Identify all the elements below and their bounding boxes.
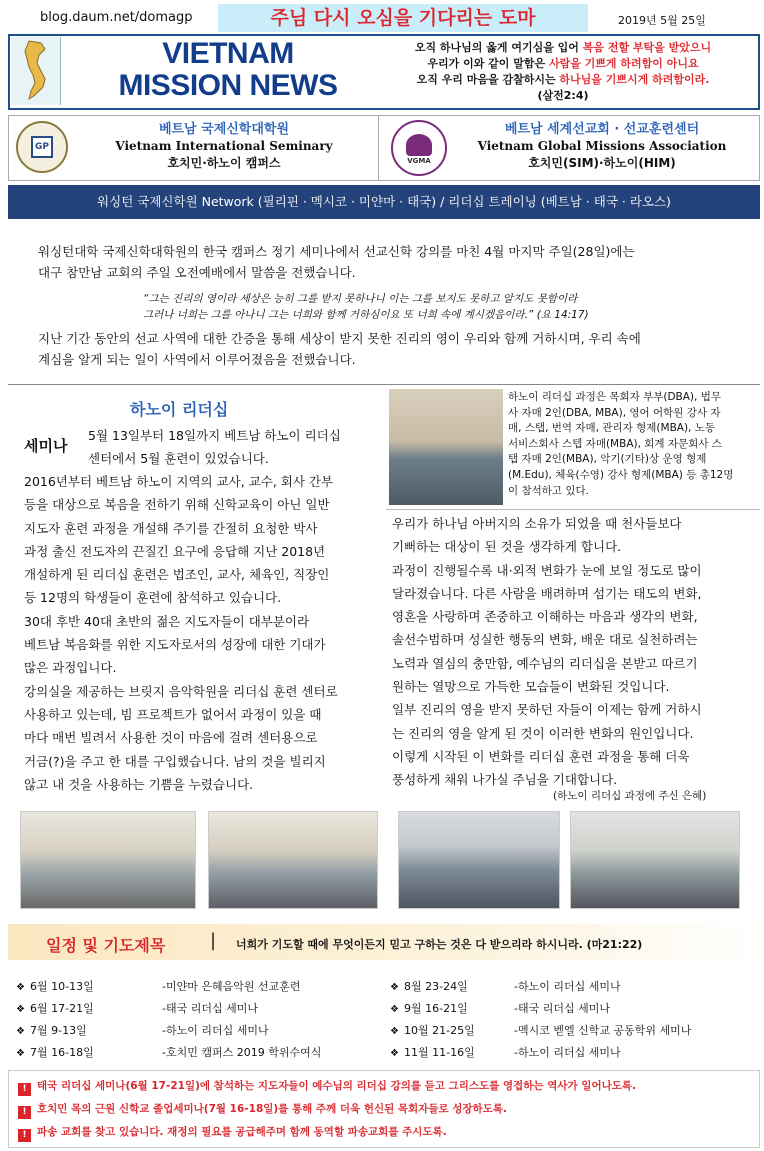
schedule-event: -하노이 리더십 세미나 bbox=[162, 1024, 269, 1037]
caption-line: (M.Edu), 체육(수영) 강사 형제(MBA) 등 총12명 bbox=[508, 468, 734, 481]
prayer-item bbox=[18, 1076, 636, 1096]
article-line: 베트남 복음화를 위한 지도자로서의 성장에 대한 기대가 bbox=[24, 637, 326, 653]
article-line: 영혼을 사랑하며 존중하고 이해하는 마음과 생각의 변화, bbox=[392, 609, 698, 625]
article-line: 달라졌습니다. 다른 사람을 배려하며 섬기는 태도의 변화, bbox=[392, 585, 702, 601]
caption-line: 매, 스탭, 번역 자매, 관리자 형제(MBA), 노동 bbox=[508, 422, 716, 435]
article-line: 강의실을 제공하는 브릿지 음악학원을 리더십 훈련 센터로 bbox=[24, 683, 338, 699]
caption-line: 하노이 리더십 과정은 목회자 부부(DBA), 법무 bbox=[508, 391, 721, 403]
intro-paragraph-2 bbox=[38, 328, 758, 370]
diamond-bullet-icon: ❖ bbox=[390, 982, 399, 993]
schedule-item bbox=[16, 1021, 269, 1041]
article-line: 과정 출신 전도자의 끈질긴 요구에 응답해 지난 2018년 bbox=[24, 543, 326, 559]
intro-line: 워싱턴대학 국제신학대학원의 한국 캠퍼스 정기 세미나에서 선교신학 강의를 마친 4월 마지막 주일(28일)에는 bbox=[38, 244, 635, 259]
article-title: 하노이 리더십 bbox=[130, 400, 229, 419]
schedule-item bbox=[390, 999, 610, 1019]
article-signature: (하노이 리더십 과정에 주신 은혜) bbox=[553, 790, 707, 802]
schedule-event: -미얀마 은혜음악원 선교훈련 bbox=[162, 980, 301, 993]
lead-line: 센터에서 5월 훈련이 있었습니다. bbox=[88, 451, 269, 466]
verse-text: 우리가 이와 같이 말함은 bbox=[427, 57, 549, 70]
schedule-divider: | bbox=[210, 930, 217, 951]
article-line: 등 12명의 학생들이 훈련에 참석하고 있습니다. bbox=[24, 590, 282, 606]
schedule-item bbox=[16, 1043, 321, 1063]
article-lead bbox=[88, 424, 341, 470]
schedule-date: 6월 17-21일 bbox=[30, 1002, 94, 1015]
diamond-bullet-icon: ❖ bbox=[390, 1048, 399, 1059]
article-line: 마다 매번 빌려서 사용한 것이 마음에 걸려 센터용으로 bbox=[24, 730, 318, 746]
alert-bullet-icon: ! bbox=[18, 1129, 31, 1142]
seminary-english-name: Vietnam International Seminary bbox=[115, 139, 333, 153]
section-divider bbox=[8, 384, 760, 385]
verse-reference: (살전2:4) bbox=[537, 89, 589, 102]
schedule-date: 9월 16-21일 bbox=[404, 1002, 468, 1015]
issue-date: 2019년 5월 25일 bbox=[618, 14, 706, 27]
caption-line: 서비스회사 스텝 자매(MBA), 회계 자문회사 스 bbox=[508, 437, 722, 450]
article-dropcap: 세미나 bbox=[24, 437, 68, 455]
mission-name: 베트남 세계선교회 · 선교훈련센터 bbox=[504, 122, 700, 137]
diamond-bullet-icon: ❖ bbox=[390, 1026, 399, 1037]
slogan-banner: 주님 다시 오심을 기다리는 도마 bbox=[218, 4, 588, 32]
article-line: 풍성하게 채워 나가실 주님을 기대합니다. bbox=[392, 772, 618, 788]
vgma-logo-text: VGMA bbox=[407, 157, 431, 165]
intro-line: 계심을 알게 되는 일이 사역에서 이루어졌음을 전했습니다. bbox=[38, 352, 356, 367]
masthead-title bbox=[92, 38, 364, 102]
header-verse bbox=[370, 40, 756, 104]
vietnam-map-icon bbox=[11, 37, 61, 105]
article-line: 2016년부터 베트남 하노이 지역의 교사, 교수, 회사 간부 bbox=[24, 474, 334, 489]
seminar-photo-4 bbox=[570, 811, 740, 909]
verse-highlight: 복음 전할 부탁을 받았으니 bbox=[582, 41, 712, 54]
schedule-event: -호치민 캠퍼스 2019 학위수여식 bbox=[162, 1046, 322, 1059]
prayer-item bbox=[18, 1122, 447, 1142]
diamond-bullet-icon: ❖ bbox=[390, 1004, 399, 1015]
article-right-body bbox=[392, 512, 752, 792]
vgma-emblem-icon bbox=[406, 134, 432, 156]
article-line: 우리가 하나님 아버지의 소유가 되었을 때 천사들보다 bbox=[392, 516, 682, 531]
photo-caption bbox=[508, 390, 754, 499]
schedule-event: -멕시코 벧엘 신학교 공동학위 세미나 bbox=[514, 1024, 692, 1037]
schedule-title: 일정 및 기도제목 bbox=[46, 936, 166, 955]
quote-line: “그는 진리의 영이라 세상은 능히 그를 받지 못하나니 이는 그를 보지도 못하고 알지도 못함이라 bbox=[143, 293, 578, 305]
schedule-item bbox=[390, 1021, 691, 1041]
schedule-date: 7월 9-13일 bbox=[30, 1024, 87, 1037]
article-line: 과정이 진행될수록 내·외적 변화가 눈에 보일 정도로 많이 bbox=[392, 562, 702, 578]
seminar-photo-2 bbox=[208, 811, 378, 909]
prayer-text: 파송 교회를 찾고 있습니다. 재정의 필요를 공급해주며 함께 동역할 파송교회를 주시도록. bbox=[37, 1126, 447, 1138]
intro-paragraph-1 bbox=[38, 241, 758, 283]
caption-line: 이 참석하고 있다. bbox=[508, 484, 590, 497]
masthead-line1: VIETNAM bbox=[162, 37, 294, 70]
caption-line: 탭 자매 2인(MBA), 악기(기타)상 운영 형제 bbox=[508, 453, 707, 466]
diamond-bullet-icon: ❖ bbox=[16, 1004, 25, 1015]
intro-line: 대구 참만남 교회의 주일 오전예배에서 말씀을 전했습니다. bbox=[38, 265, 356, 280]
article-left-body bbox=[24, 470, 380, 796]
schedule-date: 6월 10-13일 bbox=[30, 980, 94, 993]
classroom-photo bbox=[389, 389, 503, 505]
schedule-date: 7월 16-18일 bbox=[30, 1046, 94, 1059]
schedule-date: 11월 11-16일 bbox=[404, 1046, 475, 1059]
schedule-date: 8월 23-24일 bbox=[404, 980, 468, 993]
intro-line: 지난 기간 동안의 선교 사역에 대한 간증을 통해 세상이 받지 못한 진리의 영이 우리와 함께 거하시며, 우리 속에 bbox=[38, 331, 641, 346]
mission-campus: 호치민(SIM)·하노이(HIM) bbox=[528, 156, 676, 170]
blog-url: blog.daum.net/domagp bbox=[40, 10, 193, 25]
alert-bullet-icon: ! bbox=[18, 1083, 31, 1096]
article-line: 지도자 훈련 과정을 개설해 주기를 간절히 요청한 박사 bbox=[24, 520, 318, 536]
schedule-event: -태국 리더십 세미나 bbox=[162, 1002, 258, 1015]
schedule-event: -태국 리더십 세미나 bbox=[514, 1002, 610, 1015]
article-line: 사용하고 있는데, 빔 프로젝트가 없어서 과정이 있을 때 bbox=[24, 706, 322, 722]
article-line: 30대 후반 40대 초반의 젊은 지도자들이 대부분이라 bbox=[24, 613, 310, 629]
article-line: 개설하게 된 리더십 훈련은 법조인, 교사, 체육인, 직장인 bbox=[24, 567, 330, 583]
prayer-text: 태국 리더십 세미나(6월 17-21일)에 참석하는 지도자들이 예수님의 리더십 강의를 듣고 그리스도를 영접하는 역사가 일어나도록. bbox=[37, 1080, 637, 1092]
verse-text: 오직 우리 마음을 감찰하시는 bbox=[416, 73, 560, 86]
caption-line: 사 자매 2인(DBA, MBA), 영어 어학원 강사 자 bbox=[508, 406, 721, 419]
scripture-quote bbox=[143, 291, 753, 323]
mission-english-name: Vietnam Global Missions Association bbox=[477, 139, 727, 153]
article-line: 많은 과정입니다. bbox=[24, 660, 117, 676]
diamond-bullet-icon: ❖ bbox=[16, 982, 25, 993]
verse-highlight: 하나님을 기쁘시게 하려함이라. bbox=[559, 73, 710, 86]
seminary-seal-text: GP bbox=[31, 136, 53, 158]
verse-highlight: 사람을 기쁘게 하려함이 아니요 bbox=[548, 57, 699, 70]
diamond-bullet-icon: ❖ bbox=[16, 1026, 25, 1037]
diamond-bullet-icon: ❖ bbox=[16, 1048, 25, 1059]
network-bar: 워싱턴 국제신학원 Network (필리핀 · 멕시코 · 미얀마 · 태국) / 리더십 트레이닝 (베트남 · 태국 · 라오스) bbox=[8, 185, 760, 219]
schedule-event: -하노이 리더십 세미나 bbox=[514, 980, 621, 993]
verse-text: 오직 하나님의 옳게 여기심을 입어 bbox=[414, 41, 583, 54]
schedule-item bbox=[390, 1043, 621, 1063]
seminar-photo-3 bbox=[398, 811, 560, 909]
article-line: 이렇게 시작된 이 변화를 리더십 훈련 과정을 통해 더욱 bbox=[392, 748, 690, 764]
schedule-item bbox=[16, 977, 300, 997]
article-line: 등을 대상으로 복음을 전하기 위해 신학교육이 아닌 일반 bbox=[24, 497, 330, 513]
masthead-line2: MISSION NEWS bbox=[118, 69, 338, 102]
schedule-verse: 너희가 기도할 때에 무엇이든지 믿고 구하는 것은 다 받으리라 하시니라. (마21:22) bbox=[236, 938, 643, 951]
seminar-photo-1 bbox=[20, 811, 196, 909]
article-line: 솔선수범하며 성실한 행동의 변화, 배운 대로 실천하려는 bbox=[392, 632, 698, 648]
prayer-item bbox=[18, 1099, 507, 1119]
seminary-block bbox=[72, 121, 376, 172]
schedule-event: -하노이 리더십 세미나 bbox=[514, 1046, 621, 1059]
article-line: 원하는 열망으로 가득한 모습들이 변화된 것입니다. bbox=[392, 679, 670, 695]
article-line: 거금(?)을 주고 한 대를 구입했습니다. 남의 것을 빌리지 bbox=[24, 753, 326, 769]
seminary-name: 베트남 국제신학대학원 bbox=[158, 122, 290, 137]
alert-bullet-icon: ! bbox=[18, 1106, 31, 1119]
article-line: 일부 진리의 영을 받지 못하던 자들이 이제는 함께 거하시 bbox=[392, 702, 702, 718]
column-divider bbox=[386, 509, 760, 510]
article-line: 기뻐하는 대상이 된 것을 생각하게 합니다. bbox=[392, 539, 622, 555]
article-line: 않고 내 것을 사용하는 기쁨을 누렸습니다. bbox=[24, 776, 254, 792]
article-line: 는 진리의 영을 알게 된 것이 이러한 변화의 원인입니다. bbox=[392, 725, 694, 741]
schedule-item bbox=[16, 999, 258, 1019]
lead-line: 5월 13일부터 18일까지 베트남 하노이 리더십 bbox=[88, 428, 341, 443]
prayer-text: 호치민 목의 근원 신학교 졸업세미나(7월 16-18일)를 통해 주께 더욱 헌신된 목회자들로 성장하도록. bbox=[37, 1103, 507, 1115]
schedule-date: 10월 21-25일 bbox=[404, 1024, 475, 1037]
schools-divider bbox=[378, 115, 379, 181]
mission-block bbox=[450, 121, 754, 172]
quote-line: 그러나 너희는 그를 아나니 그는 너희와 함께 거하심이요 또 너희 속에 계시겠음이라.” (요 14:17) bbox=[143, 309, 589, 321]
schedule-item bbox=[390, 977, 621, 997]
seminary-campus: 호치민·하노이 캠퍼스 bbox=[167, 156, 281, 170]
article-line: 노력과 열심의 충만함, 예수님의 리더십을 본받고 따르기 bbox=[392, 655, 698, 671]
